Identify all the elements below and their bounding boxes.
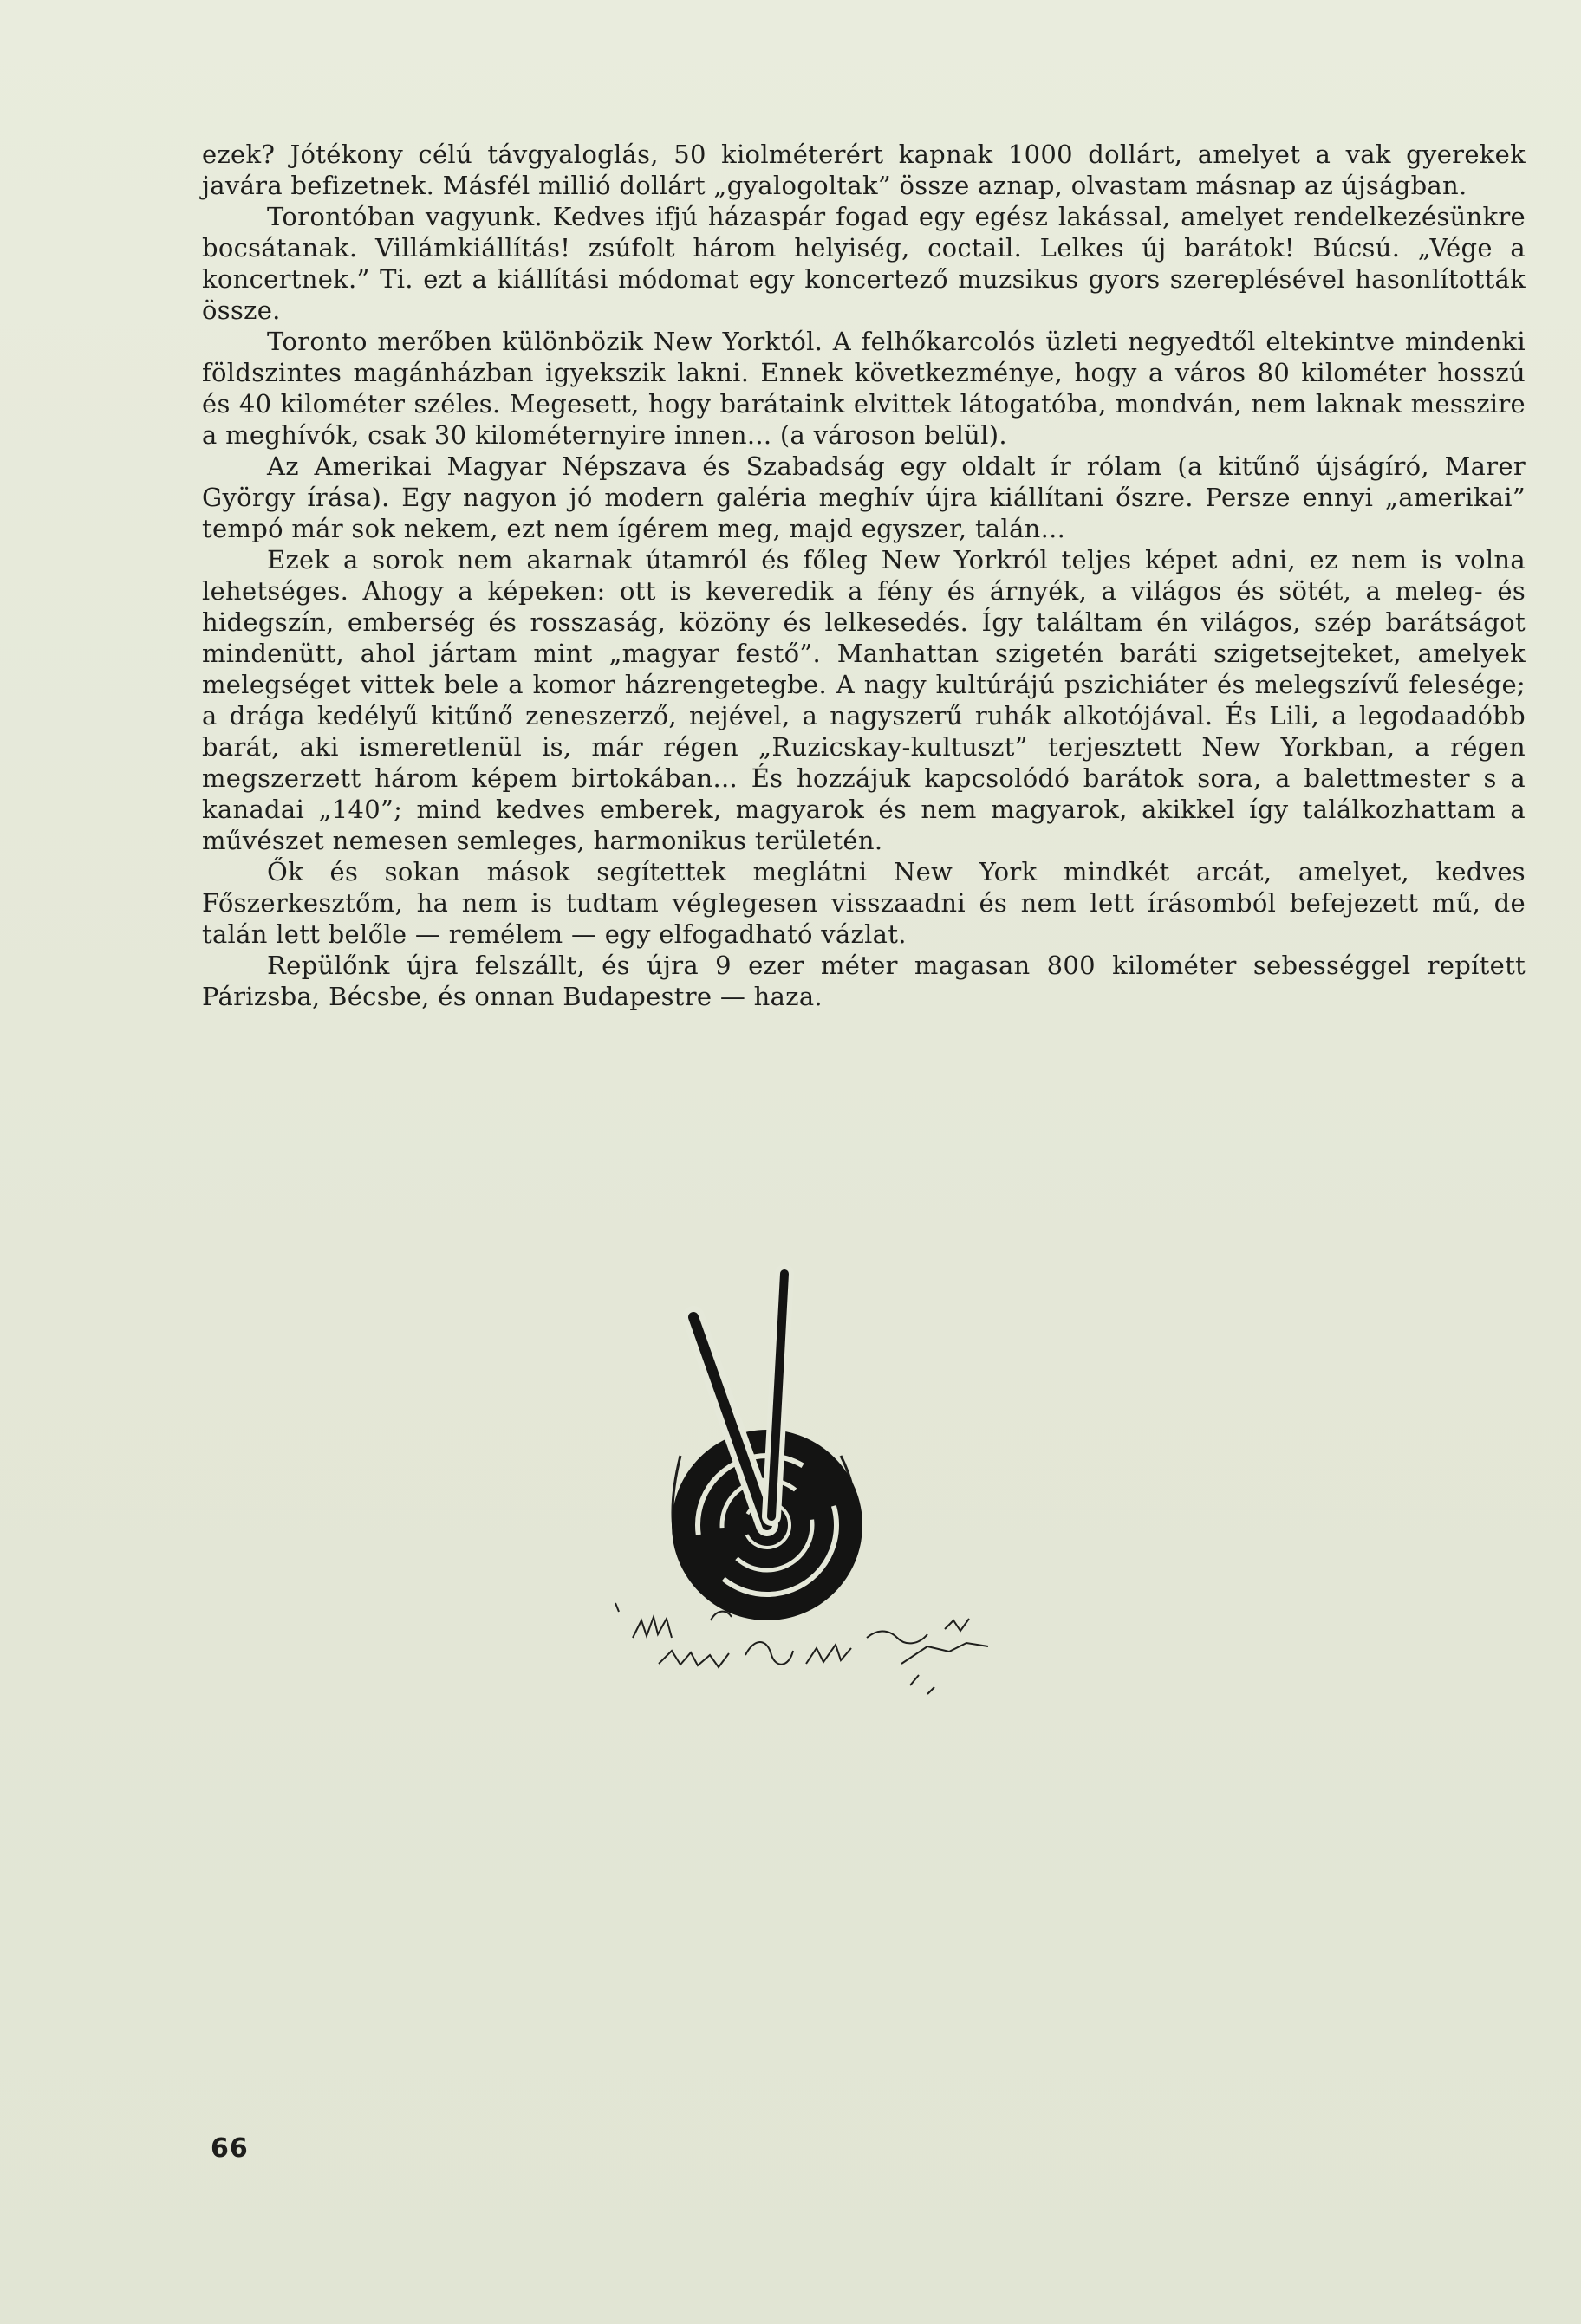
paragraph-6: Ők és sokan mások segítettek meglátni New York mindkét arcát, amelyet, kedves Főszerkesztőm, ha nem is tudtam véglegesen visszaadni és nem lett írásomból befejezett mű, de talán lett belőle — remélem — egy elfogadható vázlat.	[202, 857, 1526, 949]
paragraph-7: Repülőnk újra felszállt, és újra 9 ezer méter magasan 800 kilométer sebességgel repített Párizsba, Bécsbe, és onnan Budapestre — haza.	[202, 951, 1526, 1011]
page-number: 66	[211, 2133, 249, 2164]
paragraph-4: Az Amerikai Magyar Népszava és Szabadság egy oldalt ír rólam (a kitűnő újságíró, Marer György írása). Egy nagyon jó modern galéria meghív újra kiállítani őszre. Persze ennyi „amerikai” tempó már sok nekem, ezt nem ígérem meg, majd egyszer, talán...	[202, 451, 1526, 543]
paragraph-1: ezek? Jótékony célú távgyaloglás, 50 kiolméterért kapnak 1000 dollárt, amelyet a vak gyerekek javára befizetnek. Másfél millió dollárt „gyalogoltak” össze aznap, olvastam másnap az újságban.	[202, 140, 1526, 200]
body-text	[202, 139, 1526, 1012]
paragraph-5: Ezek a sorok nem akarnak útamról és főleg New Yorkról teljes képet adni, ez nem is volna lehetséges. Ahogy a képeken: ott is keveredik a fény és árnyék, a világos és sötét, a meleg- és hidegszín, emberség és rosszaság, közöny és lelkesedés. Így találtam én világos, szép barátságot mindenütt, ahol jártam mint „magyar festő”. Manhattan szigetén baráti szigetsejteket, amelyek melegséget vittek bele a komor házrengetegbe. A nagy kultúrájú pszichiáter és melegszívű felesége; a drága kedélyű kitűnő zeneszerző, nejével, a nagyszerű ruhák alkotójával. És Lili, a legodaadóbb barát, aki ismeretlenül is, már régen „Ruzicskay-kultuszt” terjesztett New Yorkban, a régen megszerzett három képem birtokában... És hozzájuk kapcsolódó barátok sora, a balettmester s a kanadai „140”; mind kedves emberek, magyarok és nem magyarok, akikkel így találkozhattam a művészet nemesen semleges, harmonikus területén.	[202, 545, 1526, 855]
ink-sketch-illustration	[581, 1256, 1144, 1742]
paragraph-3: Toronto merőben különbözik New Yorktól. A felhőkarcolós üzleti negyedtől eltekintve mindenki földszintes magánházban igyekszik lakni. Ennek következménye, hogy a város 80 kilométer hosszú és 40 kilométer széles. Megesett, hogy barátaink elvittek látogatóba, mondván, nem laknak messzire a meghívók, csak 30 kilométernyire innen... (a városon belül).	[202, 327, 1526, 450]
paragraph-2: Torontóban vagyunk. Kedves ifjú házaspár fogad egy egész lakással, amelyet rendelkezésünkre bocsátanak. Villámkiállítás! zsúfolt három helyiség, coctail. Lelkes új barátok! Búcsú. „Vége a koncertnek.” Ti. ezt a kiállítási módomat egy koncertező muzsikus gyors szereplésével hasonlították össze.	[202, 202, 1526, 325]
